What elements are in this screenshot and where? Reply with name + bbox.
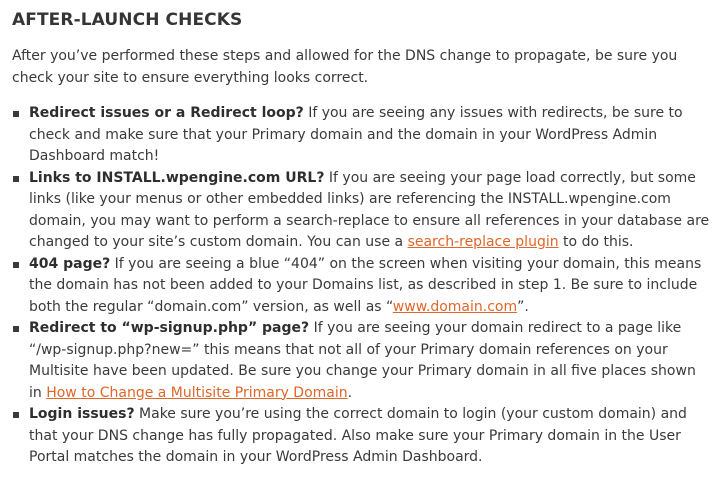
list-item-redirect-loop [12, 103, 712, 168]
www-domain-link[interactable]: www.domain.com [392, 298, 518, 315]
list-item-404-page [12, 254, 712, 319]
item-text: If you are seeing your domain redirect to a page like “/wp-signup.php?new=” this means that not all of your Primary domain references on your Multisite have been updated. Be sure you change your Primary domain in all five places shown in [29, 320, 696, 401]
bullet-icon [13, 111, 19, 117]
item-title: Login issues? [29, 406, 135, 422]
item-text: If you are seeing any issues with redirects, be sure to check and make sure that your Primary domain and the domain in your WordPress Admin Dashboard match! [29, 105, 683, 164]
item-title: 404 page? [29, 255, 111, 272]
search-replace-plugin-link[interactable]: search-replace plugin [407, 234, 559, 250]
list-item-wp-signup-redirect [12, 318, 712, 404]
item-text: Make sure you’re using the correct domain to login (your custom domain) and that your DNS change has fully propagated. Also make sure your Primary domain in the User Portal matches the domain in your WordPress Admin Dashboard. [29, 406, 687, 465]
bullet-icon [13, 412, 19, 418]
item-text-after: . [347, 384, 353, 401]
bullet-icon [13, 326, 19, 332]
item-text: If you are seeing a blue “404” on the screen when visiting your domain, this means the domain has not been added to your Domains list, as described in step 1. Be sure to include both the regular “domain.com” version, as well as “ [29, 255, 702, 315]
section-heading: AFTER-LAUNCH CHECKS [12, 10, 243, 30]
intro-paragraph: After you’ve performed these steps and allowed for the DNS change to propagate, be sure you check your site to ensure everything looks correct. [12, 48, 678, 86]
list-item-install-links [12, 168, 712, 254]
item-text: If you are seeing your page load correctly, but some links (like your menus or other embedded links) are referencing the INSTALL.wpengine.com domain, you may want to perform a search-replace to ensure all references in your database are changed to your site’s custom domain. You can use a [29, 169, 710, 250]
checks-list [12, 103, 712, 469]
bullet-icon [13, 262, 19, 268]
item-title: Redirect issues or a Redirect loop? [29, 105, 304, 121]
change-multisite-primary-domain-link[interactable]: How to Change a Multisite Primary Domain [46, 384, 348, 401]
item-text-after: ”. [517, 298, 529, 315]
item-title: Links to INSTALL.wpengine.com URL? [29, 169, 325, 186]
list-item-login-issues [12, 404, 712, 469]
item-text-after: to do this. [558, 234, 634, 250]
bullet-icon [13, 176, 19, 182]
item-title: Redirect to “wp-signup.php” page? [29, 320, 310, 336]
